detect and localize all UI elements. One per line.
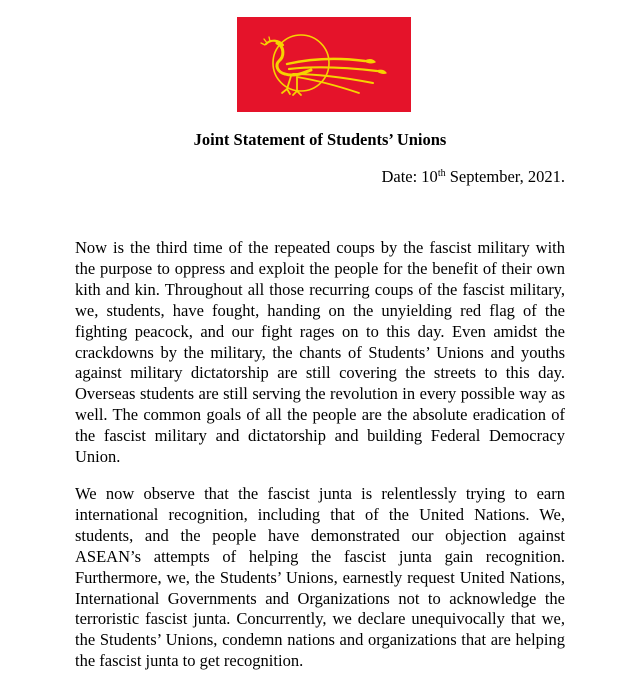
date-rest: September, 2021. xyxy=(445,167,565,186)
fighting-peacock-flag-icon xyxy=(237,17,411,112)
date-prefix: Date: 10 xyxy=(381,167,438,186)
paragraph: Now is the third time of the repeated coups by the fascist military with the purpose to oppress and exploit the people for the benefit of their own kith and kin. Throughout all those recurring coups of the fascist military, we, students, have fought, handing on the unyielding red flag of the fighting peacock, and our fight rages on to this day. Even amidst the crackdowns by the military, the chants of Students’ Unions and youths against military dictatorship are still covering the streets to this day. Overseas students are still serving the revolution in every possible way as well. The common goals of all the people are the absolute eradication of the fascist military and dictatorship and building Federal Democracy Union. xyxy=(75,238,565,467)
date-ordinal-suffix: th xyxy=(437,168,446,179)
statement-body xyxy=(75,238,565,688)
paragraph: We now observe that the fascist junta is relentlessly trying to earn international recognition, including that of the United Nations. We, students, and the people have demonstrated our objection against ASEAN’s attempts of helping the fascist junta gain recognition. Furthermore, we, the Students’ Unions, earnestly request United Nations, International Governments and Organizations not to acknowledge the terroristic fascist junta. Concurrently, we declare unequivocally that we, the Students’ Unions, condemn nations and organizations that are helping the fascist junta to get recognition. xyxy=(75,483,565,671)
statement-title: Joint Statement of Students’ Unions xyxy=(193,130,447,149)
fighting-peacock-flag xyxy=(237,17,411,112)
statement-date xyxy=(381,167,565,187)
